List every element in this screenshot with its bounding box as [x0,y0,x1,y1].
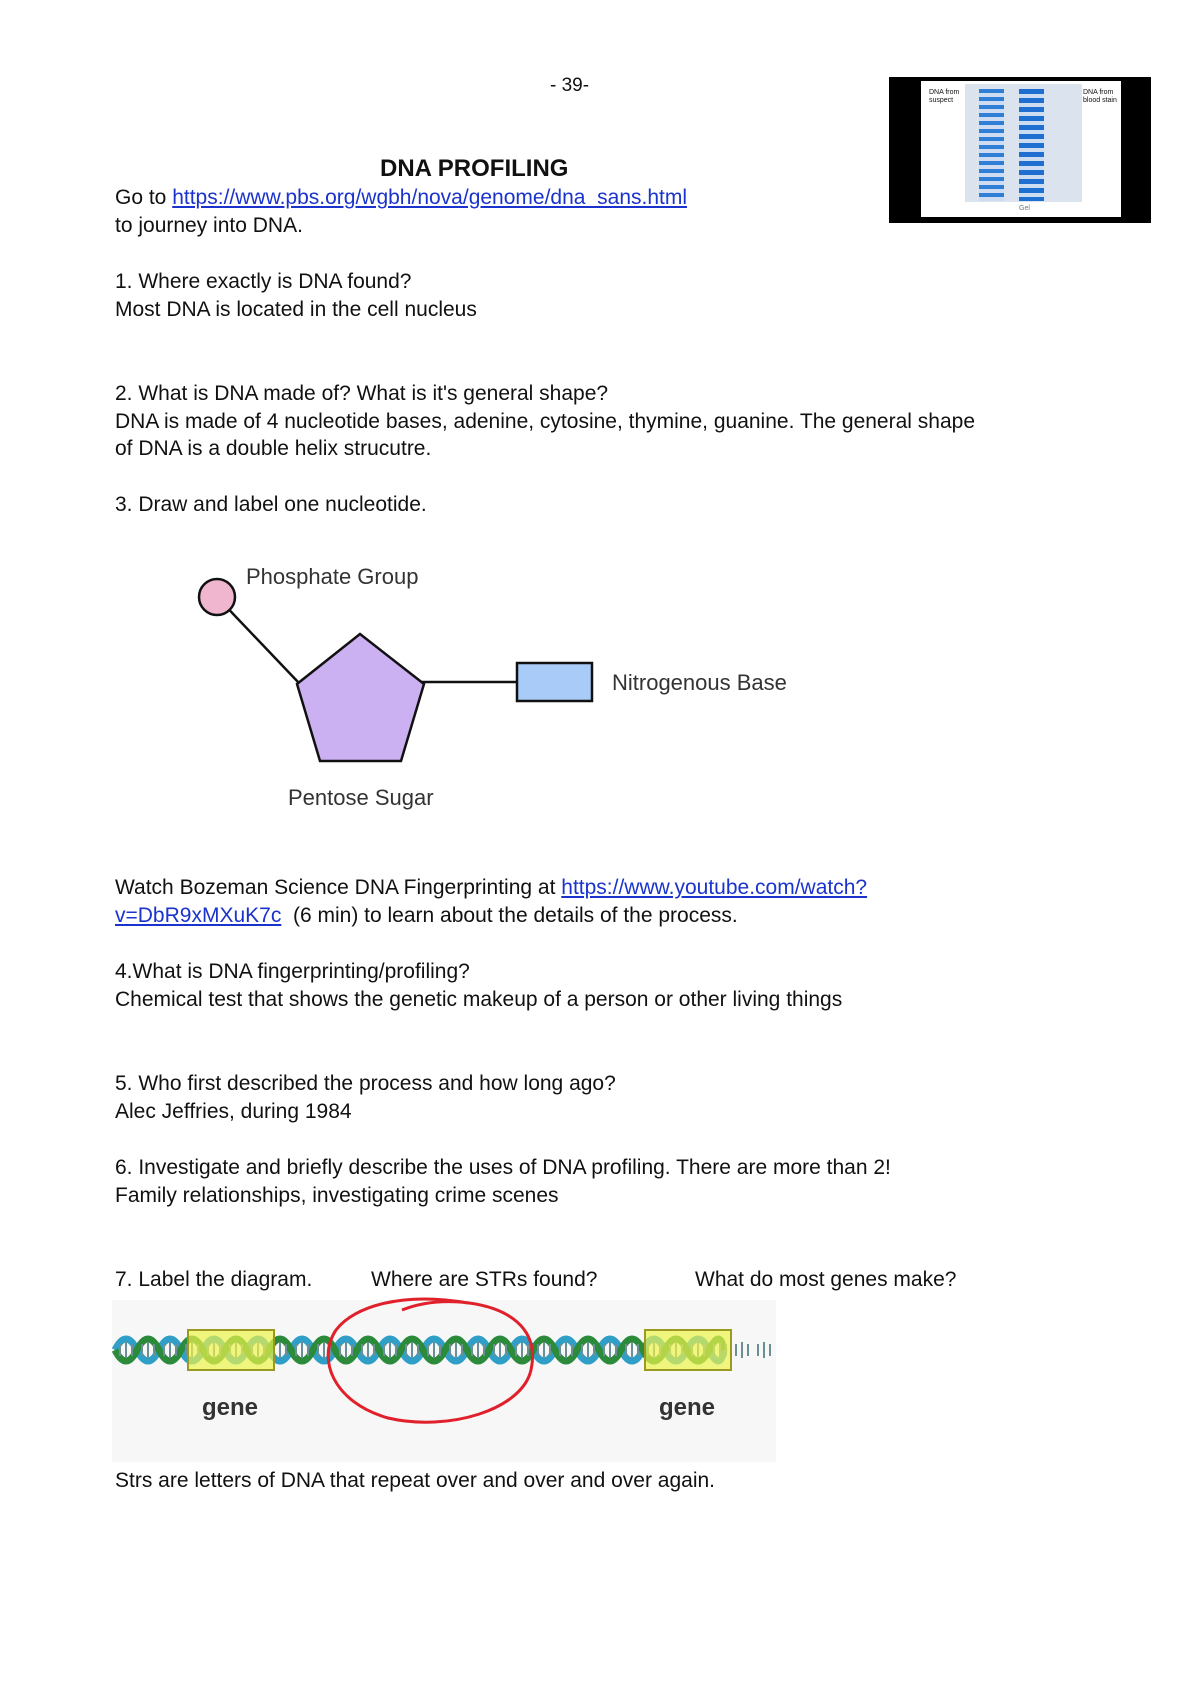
answer-7: Strs are letters of DNA that repeat over and over and over again. [115,1469,715,1492]
question-7-label: 7. Label the diagram. [115,1268,313,1291]
gene-label-left: gene [202,1394,259,1421]
pentose-sugar-label: Pentose Sugar [288,785,434,810]
gel-label-gel: Gel [1019,205,1030,212]
video-prefix: Watch Bozeman Science DNA Fingerprinting at [115,876,562,899]
video-suffix: (6 min) to learn about the details of the process. [281,904,738,927]
question-4: 4.What is DNA fingerprinting/profiling? [115,960,470,983]
youtube-link-part-2[interactable]: v=DbR9xMXuK7c [115,904,282,927]
gene-box-left [188,1330,274,1370]
gene-label-right: gene [659,1394,716,1421]
gel-label-suspect: DNA from suspect [929,89,960,104]
answer-1: Most DNA is located in the cell nucleus [115,298,477,321]
intro-line-2: to journey into DNA. [115,214,303,237]
answer-4: Chemical test that shows the genetic makeup of a person or other living things [115,988,843,1011]
question-7-genes: What do most genes make? [695,1268,957,1291]
pbs-link[interactable]: https://www.pbs.org/wgbh/nova/genome/dna_sans.html [172,186,688,209]
gene-box-right [645,1330,731,1370]
diagram-background [112,1300,776,1462]
question-3: 3. Draw and label one nucleotide. [115,493,427,516]
gel-label-blood: DNA from blood stain [1083,89,1117,104]
question-6: 6. Investigate and briefly describe the uses of DNA profiling. There are more than 2! [115,1156,891,1179]
answer-6: Family relationships, investigating crime scenes [115,1184,559,1207]
question-2: 2. What is DNA made of? What is it's general shape? [115,382,609,405]
question-7-strs: Where are STRs found? [371,1268,598,1291]
phosphate-group-label: Phosphate Group [246,564,419,589]
youtube-link-part-1[interactable]: https://www.youtube.com/watch? [561,876,868,899]
nitrogenous-base-label: Nitrogenous Base [612,670,787,695]
answer-2-line-1: DNA is made of 4 nucleotide bases, adenine, cytosine, thymine, guanine. The general shape [115,410,975,433]
page-number: - 39- [550,75,590,96]
page-title: DNA PROFILING [380,155,569,182]
question-1: 1. Where exactly is DNA found? [115,270,412,293]
answer-2-line-2: of DNA is a double helix strucutre. [115,437,432,460]
answer-5: Alec Jeffries, during 1984 [115,1100,352,1123]
intro-prefix: Go to [115,186,173,209]
question-5: 5. Who first described the process and how long ago? [115,1072,616,1095]
